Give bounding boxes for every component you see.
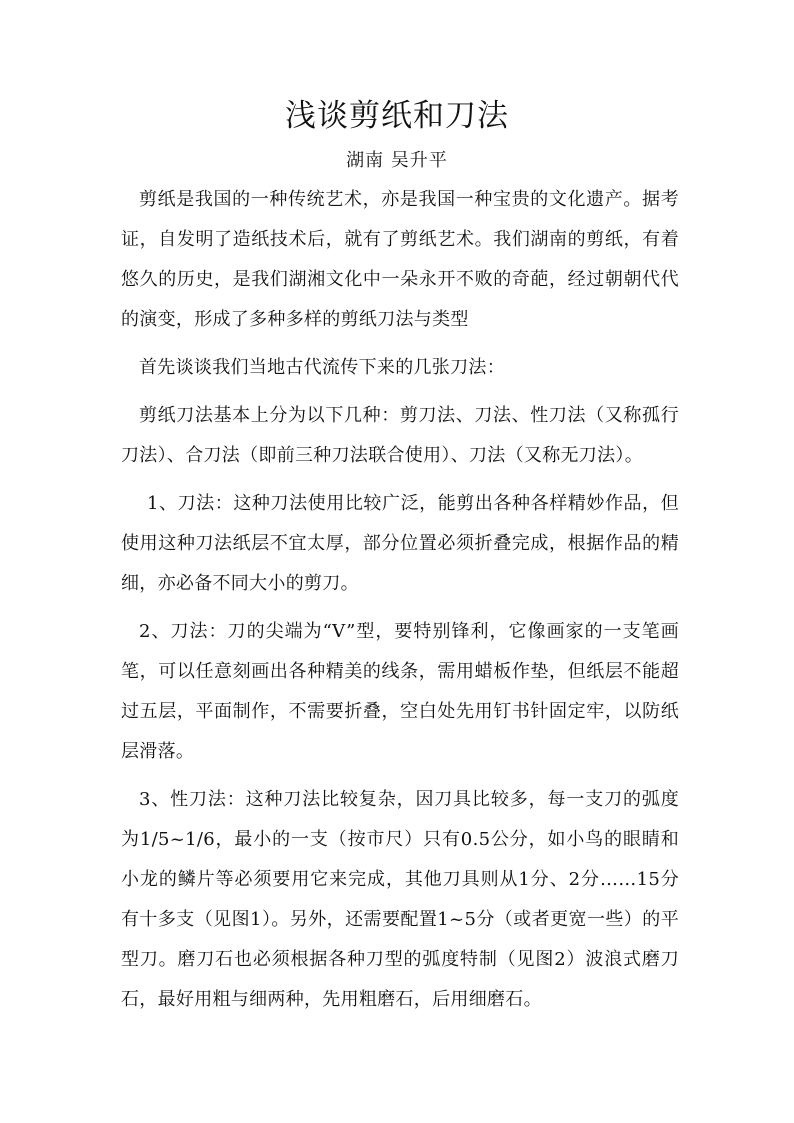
paragraph-technique-3: 3、性刀法：这种刀法比较复杂，因刀具比较多，每一支刀的弧度为1/5~1/6，最小的一支（按市尺）只有0.5公分，如小鸟的眼睛和小龙的鳞片等必须要用它来完成，其他刀具则从1分、2分……15分有十多支（见图1）。另外，还需要配置1~5分（或者更宽一些）的平型刀。磨刀石也必须根据各种刀型的弧度特制（见图2）波浪式磨刀石，最好用粗与细两种，先用粗磨石，后用细磨石。	[121, 789, 679, 1010]
paragraph-intro: 剪纸是我国的一种传统艺术，亦是我国一种宝贵的文化遗产。据考证，自发明了造纸技术后，就有了剪纸艺术。我们湖南的剪纸，有着悠久的历史，是我们湖湘文化中一朵永开不败的奇葩，经过朝朝代代的演变，形成了多种多样的剪纸刀法与类型	[121, 189, 679, 330]
paragraph-technique-types: 剪纸刀法基本上分为以下几种：剪刀法、刀法、性刀法（又称孤行刀法）、合刀法（即前三种刀法联合使用）、刀法（又称无刀法）。	[121, 405, 679, 466]
document-author: 湖南 吴升平	[346, 150, 448, 171]
paragraph-technique-2: 2、刀法：刀的尖端为“V”型，要特别锋利，它像画家的一支笔画笔，可以任意刻画出各种精美的线条，需用蜡板作垫，但纸层不能超过五层，平面制作，不需要折叠，空白处先用钉书针固定牢，以防纸层滑落。	[121, 621, 679, 762]
document-title: 浅谈剪纸和刀法	[285, 98, 509, 134]
document-body	[121, 180, 679, 1020]
paragraph-technique-1: 1、刀法：这种刀法使用比较广泛，能剪出各种各样精妙作品，但使用这种刀法纸层不宜太厚，部分位置必须折叠完成，根据作品的精细，亦必备不同大小的剪刀。	[121, 493, 679, 594]
paragraph-first-topic: 首先谈谈我们当地古代流传下来的几张刀法：	[139, 357, 505, 378]
